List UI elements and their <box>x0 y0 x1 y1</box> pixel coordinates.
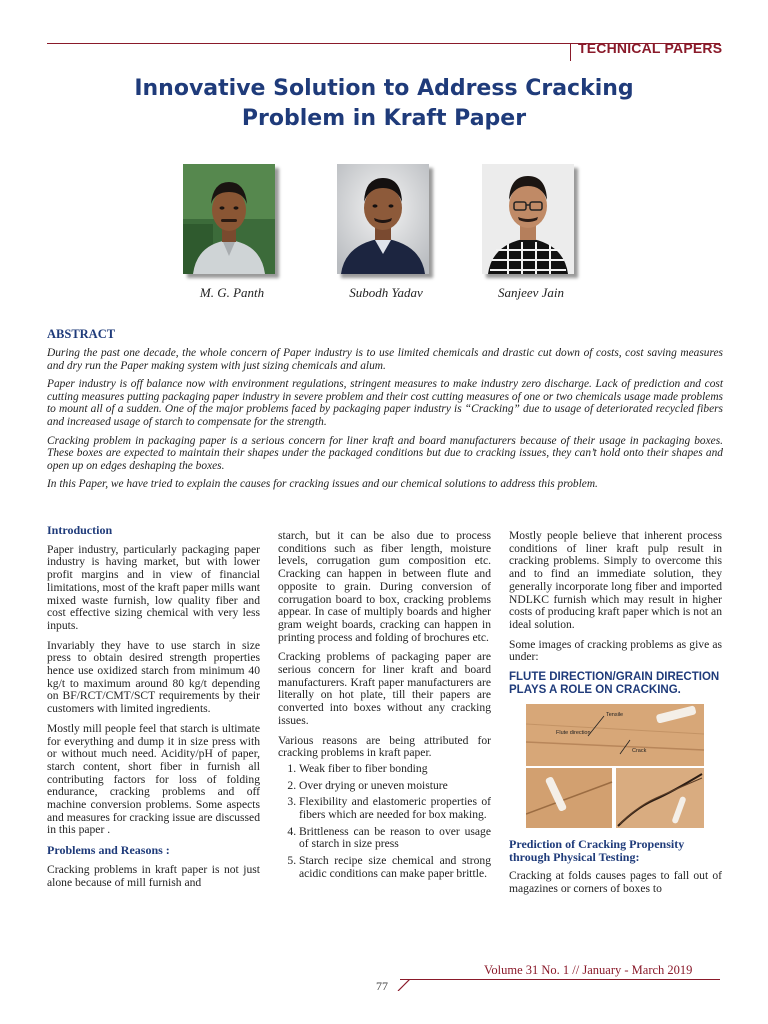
column-3 <box>509 530 722 903</box>
body-paragraph: Some images of cracking problems as give as under: <box>509 637 722 664</box>
list-item: 5. Starch recipe size chemical and strong acidic conditions can make paper brittle. <box>299 855 491 880</box>
abstract-heading: ABSTRACT <box>47 327 116 341</box>
prediction-heading: Prediction of Cracking Propensity through Physical Testing: <box>509 837 685 864</box>
body-paragraph: Paper industry, particularly packaging paper industry is having market, but with lower profit margins and in view of financial limitations, most of the kraft paper mills want mixed waste furnish, low quality fiber and cost effective sizing chemical with very less inputs. <box>47 542 260 632</box>
portrait-icon <box>183 164 275 274</box>
body-paragraph: Invariably they have to use starch in size press to obtain desired strength properties hence use oxidized starch from minimum 40 kg/t to maximum around 80 kg/t depending on BF/RCT/CMT/SCT requirements by their customers with limited ingredients. <box>47 638 260 716</box>
abstract-paragraph: During the past one decade, the whole concern of Paper industry is to use limited chemicals and drastic cut down of costs, cost saving measures and dry run the Paper making system with just sizing chemicals and alum. <box>47 347 723 372</box>
abstract-paragraph: In this Paper, we have tried to explain the causes for cracking issues and our chemical solutions to address this problem. <box>47 478 598 491</box>
abstract-body <box>47 347 723 497</box>
list-item: 2. Over drying or uneven moisture <box>299 780 491 793</box>
list-item: 1. Weak fiber to fiber bonding <box>299 763 491 776</box>
body-paragraph: Various reasons are being attributed for cracking problems in kraft paper. <box>278 733 491 760</box>
page-number: 77 <box>376 979 388 993</box>
abstract-paragraph: Cracking problem in packaging paper is a serious concern for liner kraft and board manufacturers because of their usage in packaging boxes. These boxes are expected to maintain their shapes under the packaged conditions but due to cracking issues, they can’t hold onto their shapes and open up on edges deshaping the boxes. <box>47 434 723 472</box>
section-heading-introduction: Introduction <box>47 523 113 537</box>
body-paragraph: Cracking problems in kraft paper is not just alone because of mill furnish and <box>47 862 260 889</box>
body-paragraph: Mostly people believe that inherent process conditions of liner kraft pulp result in cracking problems. Simply to overcome this and to find an immediate solution, they generally incorporate long fiber and imported NDLKC furnish which may result in higher costs of producing kraft paper which is not an ideal solution. <box>509 529 722 631</box>
author-name-2: Subodh Yadav <box>349 285 423 300</box>
footer-slash-icon <box>397 979 411 991</box>
cracking-figure <box>526 704 704 828</box>
list-item: 4. Brittleness can be reason to over usage of starch in size press <box>299 826 491 851</box>
body-paragraph: Mostly mill people feel that starch is ultimate for everything and dump it in size press with or without much need. Acidity/pH of paper, starch content, short fiber in furnish all contributing factors for loss of folding endurance, cracking problems and off machine conversion problems. Some aspects and measures for cracking issue are discussed in this paper . <box>47 721 260 837</box>
footer-volume: Volume 31 No. 1 // January - March 2019 <box>484 963 693 977</box>
flute-direction-heading: FLUTE DIRECTION/GRAIN DIRECTION PLAYS A ROLE ON CRACKING. <box>509 671 720 697</box>
title-line-1: Innovative Solution to Address Cracking <box>134 76 634 101</box>
image-label-tensile: Tensile <box>606 712 624 719</box>
section-label: TECHNICAL PAPERS <box>578 40 723 56</box>
author-photo-3 <box>482 164 574 274</box>
abstract-paragraph: Paper industry is off balance now with environment regulations, stringent measures to make industry zero discharge. Lack of prediction and cost cutting measures putting packaging paper industry in severe problem and their cost cutting measures of one or two chemicals usage made problems to mount all of a sudden. One of the major problems faced by packaging paper industry is “Cracking” due to usage of deteriorated recycled fibers and increased usage of starch to compensate for the strength. <box>47 378 723 428</box>
column-1 <box>47 524 260 896</box>
author-name-1: M. G. Panth <box>199 285 265 300</box>
author-photo-1 <box>183 164 275 274</box>
body-paragraph: Cracking problems of packaging paper are serious concern for liner kraft and board manufacturers. Kraft paper manufacturers are literally on hot plate, till their papers are converted into boxes without any cracking issues. <box>278 650 491 727</box>
body-paragraph: Cracking at folds causes pages to fall out of magazines or corners of boxes to <box>509 869 722 896</box>
list-item: 3. Flexibility and elastomeric properties of fibers which are needed for box making. <box>299 796 491 821</box>
title-line-2: Problem in Kraft Paper <box>241 106 527 131</box>
portrait-icon <box>337 164 429 274</box>
portrait-icon <box>482 164 574 274</box>
author-name-3: Sanjeev Jain <box>497 285 565 300</box>
header-rule-tick <box>570 43 571 61</box>
section-heading-problems: Problems and Reasons : <box>47 843 170 858</box>
column-2 <box>278 530 491 885</box>
body-paragraph: starch, but it can be also due to process conditions such as fiber length, moisture levels, corrugation gum composition etc. Cracking can happen in between flute and opposite to grain. During conversion of corrugation board to box, cracking problems appear. In case of multiply boards and higher gram weight boards, cracking can happen in printing process and folding of brochures etc. <box>278 529 491 644</box>
image-label-flute: Flute direction <box>556 730 591 737</box>
reasons-list <box>278 763 491 881</box>
paper-title <box>100 74 668 134</box>
cracking-photo-icon <box>526 704 704 828</box>
footer-rule <box>400 979 720 980</box>
author-photo-2 <box>337 164 429 274</box>
image-label-crack: Crack <box>632 748 647 755</box>
